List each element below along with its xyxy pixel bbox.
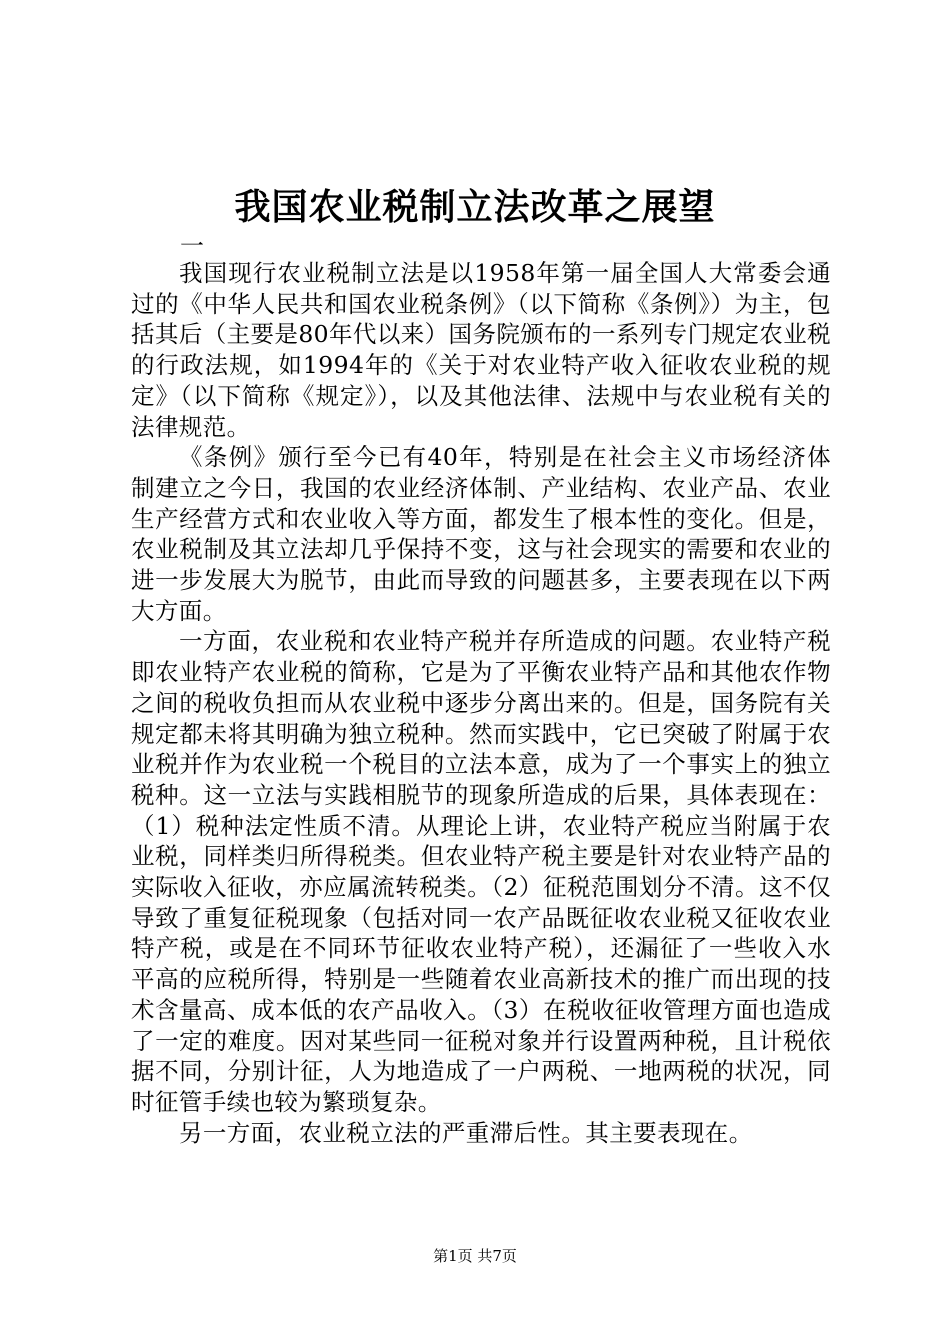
paragraph: 我国现行农业税制立法是以1958年第一届全国人大常委会通过的《中华人民共和国农业税条例》（以下简称《条例》）为主，包括其后（主要是80年代以来）国务院颁布的一系列专门规定农业税的行政法规，如1994年的《关于对农业特产收入征收农业税的规定》（以下简称《规定》），以及其他法律、法规中与农业税有关的法律规范。: [131, 259, 831, 441]
paragraph: 一方面，农业税和农业特产税并存所造成的问题。农业特产税即农业特产农业税的简称，它是为了平衡农业特产品和其他农作物之间的税收负担而从农业税中逐步分离出来的。但是，国务院有关规定都未将其明确为独立税种。然而实践中，它已突破了附属于农业税并作为农业税一个税目的立法本意，成为了一个事实上的独立税种。这一立法与实践相脱节的现象所造成的后果，具体表现在：（1）税种法定性质不清。从理论上讲，农业特产税应当附属于农业税，同样类归所得税类。但农业特产税主要是针对农业特产品的实际收入征收，亦应属流转税类。（2）征税范围划分不清。这不仅导致了重复征税现象（包括对同一农产品既征收农业税又征收农业特产税，或是在不同环节征收农业特产税），还漏征了一些收入水平高的应税所得，特别是一些随着农业高新技术的推广而出现的技术含量高、成本低的农产品收入。（3）在税收征收管理方面也造成了一定的难度。因对某些同一征税对象并行设置两种税，且计税依据不同，分别计征，人为地造成了一户两税、一地两税的状况，同时征管手续也较为繁琐复杂。: [131, 627, 831, 1116]
page-footer: 第1页 共7页: [433, 1247, 517, 1265]
paragraph: 《条例》颁行至今已有40年，特别是在社会主义市场经济体制建立之今日，我国的农业经济体制、产业结构、农业产品、农业生产经营方式和农业收入等方面，都发生了根本性的变化。但是，农业税制及其立法却几乎保持不变，这与社会现实的需要和农业的进一步发展大为脱节，由此而导致的问题甚多，主要表现在以下两大方面。: [131, 443, 831, 625]
paragraph: 另一方面，农业税立法的严重滞后性。其主要表现在。: [179, 1118, 753, 1147]
document-title: 我国农业税制立法改革之展望: [234, 186, 716, 228]
section-number: 一: [180, 232, 204, 260]
document-body: [131, 258, 831, 1148]
